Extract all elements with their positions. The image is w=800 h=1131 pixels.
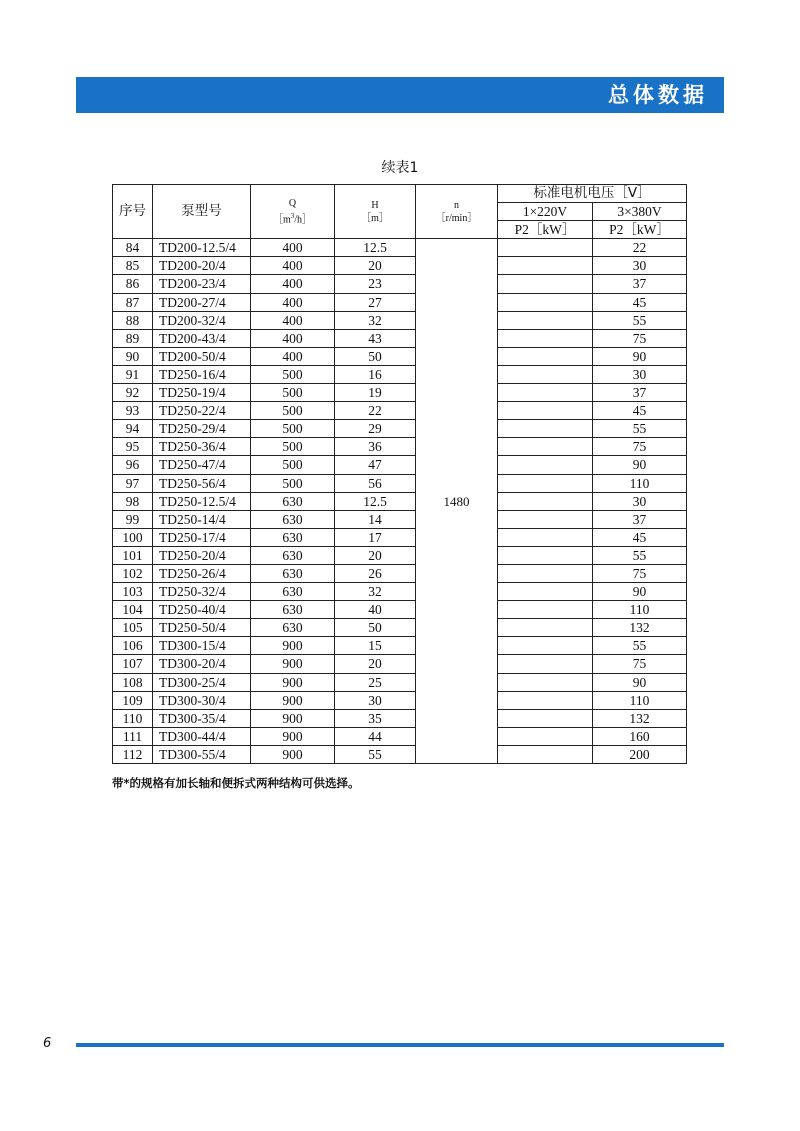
- cell-head: 35: [335, 709, 416, 727]
- cell-head: 56: [335, 474, 416, 492]
- cell-head: 19: [335, 384, 416, 402]
- cell-model: TD300-25/4: [153, 673, 251, 691]
- cell-seq: 101: [113, 546, 153, 564]
- cell-seq: 111: [113, 727, 153, 745]
- cell-seq: 88: [113, 311, 153, 329]
- cell-flow: 400: [251, 275, 335, 293]
- table-row: [113, 510, 687, 528]
- cell-seq: 96: [113, 456, 153, 474]
- cell-power-single: [498, 275, 593, 293]
- col-header-model: 泵型号: [153, 185, 251, 239]
- col-header-three-phase: 3×380V: [593, 203, 687, 221]
- cell-power-three: 37: [593, 384, 687, 402]
- cell-flow: 900: [251, 637, 335, 655]
- cell-seq: 98: [113, 492, 153, 510]
- cell-seq: 109: [113, 691, 153, 709]
- cell-seq: 112: [113, 745, 153, 763]
- cell-head: 16: [335, 365, 416, 383]
- cell-model: TD250-36/4: [153, 438, 251, 456]
- cell-seq: 89: [113, 329, 153, 347]
- cell-flow: 500: [251, 456, 335, 474]
- cell-power-three: 45: [593, 528, 687, 546]
- cell-power-three: 110: [593, 601, 687, 619]
- cell-flow: 630: [251, 601, 335, 619]
- table-row: [113, 727, 687, 745]
- cell-head: 20: [335, 655, 416, 673]
- table-row: [113, 365, 687, 383]
- cell-seq: 91: [113, 365, 153, 383]
- table-row: [113, 293, 687, 311]
- cell-seq: 97: [113, 474, 153, 492]
- cell-power-single: [498, 546, 593, 564]
- cell-head: 25: [335, 673, 416, 691]
- cell-power-single: [498, 384, 593, 402]
- cell-power-three: 200: [593, 745, 687, 763]
- cell-power-single: [498, 420, 593, 438]
- cell-head: 43: [335, 329, 416, 347]
- cell-flow: 900: [251, 709, 335, 727]
- cell-flow: 400: [251, 293, 335, 311]
- cell-model: TD200-20/4: [153, 257, 251, 275]
- cell-flow: 630: [251, 528, 335, 546]
- cell-model: TD250-20/4: [153, 546, 251, 564]
- cell-head: 44: [335, 727, 416, 745]
- cell-flow: 400: [251, 239, 335, 257]
- table-row: [113, 583, 687, 601]
- cell-flow: 900: [251, 727, 335, 745]
- cell-power-single: [498, 619, 593, 637]
- cell-flow: 400: [251, 257, 335, 275]
- cell-power-single: [498, 673, 593, 691]
- cell-model: TD200-50/4: [153, 347, 251, 365]
- table-row: [113, 564, 687, 582]
- cell-power-single: [498, 655, 593, 673]
- cell-power-three: 30: [593, 492, 687, 510]
- cell-flow: 400: [251, 329, 335, 347]
- cell-model: TD200-43/4: [153, 329, 251, 347]
- table-row: [113, 745, 687, 763]
- cell-model: TD300-44/4: [153, 727, 251, 745]
- header-bar: [76, 77, 724, 113]
- footer-rule: [76, 1043, 724, 1047]
- cell-model: TD250-12.5/4: [153, 492, 251, 510]
- cell-head: 20: [335, 257, 416, 275]
- cell-model: TD250-32/4: [153, 583, 251, 601]
- col-header-q: [251, 185, 335, 239]
- cell-seq: 100: [113, 528, 153, 546]
- q-unit-suffix: /h］: [294, 214, 313, 226]
- cell-power-single: [498, 257, 593, 275]
- page-number: 6: [43, 1036, 52, 1051]
- table-row: [113, 637, 687, 655]
- table-row: [113, 546, 687, 564]
- cell-power-single: [498, 456, 593, 474]
- cell-power-three: 90: [593, 456, 687, 474]
- cell-seq: 104: [113, 601, 153, 619]
- cell-power-single: [498, 365, 593, 383]
- cell-model: TD250-47/4: [153, 456, 251, 474]
- col-header-h: [335, 185, 416, 239]
- cell-power-single: [498, 601, 593, 619]
- col-header-q-symbol: Q: [288, 197, 297, 209]
- cell-power-single: [498, 727, 593, 745]
- cell-model: TD250-19/4: [153, 384, 251, 402]
- table-row: [113, 275, 687, 293]
- table-row: [113, 655, 687, 673]
- cell-power-single: [498, 709, 593, 727]
- cell-flow: 500: [251, 420, 335, 438]
- cell-flow: 630: [251, 492, 335, 510]
- cell-model: TD250-26/4: [153, 564, 251, 582]
- cell-head: 55: [335, 745, 416, 763]
- col-header-n-unit: ［r/min］: [435, 212, 478, 224]
- cell-power-three: 45: [593, 402, 687, 420]
- cell-power-single: [498, 347, 593, 365]
- cell-flow: 630: [251, 564, 335, 582]
- cell-power-single: [498, 438, 593, 456]
- cell-model: TD300-55/4: [153, 745, 251, 763]
- cell-head: 15: [335, 637, 416, 655]
- cell-power-single: [498, 637, 593, 655]
- cell-seq: 87: [113, 293, 153, 311]
- cell-flow: 900: [251, 745, 335, 763]
- table-row: [113, 492, 687, 510]
- table-body: [113, 239, 687, 764]
- cell-model: TD300-15/4: [153, 637, 251, 655]
- table-row: [113, 420, 687, 438]
- cell-power-three: 37: [593, 510, 687, 528]
- cell-seq: 85: [113, 257, 153, 275]
- cell-head: 14: [335, 510, 416, 528]
- col-header-seq: 序号: [113, 185, 153, 239]
- cell-flow: 630: [251, 619, 335, 637]
- cell-power-single: [498, 745, 593, 763]
- cell-model: TD250-29/4: [153, 420, 251, 438]
- pump-data-table: [112, 184, 687, 764]
- cell-head: 50: [335, 619, 416, 637]
- cell-power-single: [498, 329, 593, 347]
- cell-power-three: 45: [593, 293, 687, 311]
- cell-seq: 107: [113, 655, 153, 673]
- cell-head: 32: [335, 583, 416, 601]
- table-row: [113, 347, 687, 365]
- cell-power-single: [498, 293, 593, 311]
- cell-flow: 400: [251, 347, 335, 365]
- table-row: [113, 257, 687, 275]
- cell-flow: 900: [251, 673, 335, 691]
- cell-power-three: 75: [593, 655, 687, 673]
- table-caption: 续表1: [381, 160, 419, 176]
- cell-head: 20: [335, 546, 416, 564]
- cell-head: 36: [335, 438, 416, 456]
- cell-model: TD200-32/4: [153, 311, 251, 329]
- cell-power-three: 90: [593, 347, 687, 365]
- cell-head: 50: [335, 347, 416, 365]
- cell-power-three: 55: [593, 311, 687, 329]
- cell-head: 27: [335, 293, 416, 311]
- cell-flow: 900: [251, 655, 335, 673]
- table-row: [113, 456, 687, 474]
- col-header-p2-three: P2［kW］: [593, 221, 687, 239]
- cell-flow: 500: [251, 402, 335, 420]
- cell-power-three: 160: [593, 727, 687, 745]
- cell-seq: 95: [113, 438, 153, 456]
- cell-head: 23: [335, 275, 416, 293]
- cell-model: TD300-20/4: [153, 655, 251, 673]
- col-header-h-symbol: H: [371, 199, 379, 211]
- col-header-p2-single: P2［kW］: [498, 221, 593, 239]
- cell-seq: 108: [113, 673, 153, 691]
- cell-power-single: [498, 311, 593, 329]
- cell-model: TD300-30/4: [153, 691, 251, 709]
- cell-power-single: [498, 510, 593, 528]
- cell-power-three: 75: [593, 438, 687, 456]
- cell-flow: 500: [251, 384, 335, 402]
- cell-head: 29: [335, 420, 416, 438]
- cell-model: TD250-40/4: [153, 601, 251, 619]
- cell-power-single: [498, 239, 593, 257]
- cell-head: 17: [335, 528, 416, 546]
- cell-head: 47: [335, 456, 416, 474]
- cell-flow: 400: [251, 311, 335, 329]
- cell-model: TD250-50/4: [153, 619, 251, 637]
- cell-seq: 93: [113, 402, 153, 420]
- table-row: [113, 239, 687, 257]
- cell-power-three: 132: [593, 709, 687, 727]
- col-header-motor-voltage: 标准电机电压［V］: [498, 185, 687, 203]
- cell-head: 30: [335, 691, 416, 709]
- col-header-h-unit: ［m］: [361, 212, 389, 224]
- cell-power-three: 30: [593, 257, 687, 275]
- table-row: [113, 691, 687, 709]
- cell-model: TD200-12.5/4: [153, 239, 251, 257]
- col-header-n: [416, 185, 498, 239]
- cell-power-single: [498, 691, 593, 709]
- cell-model: TD200-27/4: [153, 293, 251, 311]
- cell-head: 22: [335, 402, 416, 420]
- table-row: [113, 438, 687, 456]
- cell-power-three: 37: [593, 275, 687, 293]
- cell-head: 12.5: [335, 492, 416, 510]
- cell-power-single: [498, 492, 593, 510]
- cell-model: TD250-17/4: [153, 528, 251, 546]
- cell-model: TD250-22/4: [153, 402, 251, 420]
- table-row: [113, 601, 687, 619]
- cell-head: 12.5: [335, 239, 416, 257]
- table-row: [113, 528, 687, 546]
- cell-flow: 500: [251, 474, 335, 492]
- q-unit-superscript: 3: [290, 211, 295, 220]
- cell-seq: 103: [113, 583, 153, 601]
- table-row: [113, 709, 687, 727]
- cell-power-single: [498, 583, 593, 601]
- footnote: 带*的规格有加长轴和便拆式两种结构可供选择。: [112, 776, 360, 790]
- col-header-q-unit: [251, 210, 334, 226]
- cell-power-three: 110: [593, 474, 687, 492]
- cell-seq: 94: [113, 420, 153, 438]
- cell-power-single: [498, 474, 593, 492]
- cell-power-three: 75: [593, 329, 687, 347]
- cell-power-three: 90: [593, 583, 687, 601]
- cell-seq: 92: [113, 384, 153, 402]
- cell-power-three: 110: [593, 691, 687, 709]
- table-row: [113, 329, 687, 347]
- cell-flow: 500: [251, 365, 335, 383]
- table-row: [113, 384, 687, 402]
- q-unit-prefix: ［m: [272, 214, 291, 226]
- cell-model: TD300-35/4: [153, 709, 251, 727]
- cell-seq: 105: [113, 619, 153, 637]
- cell-seq: 106: [113, 637, 153, 655]
- cell-model: TD250-56/4: [153, 474, 251, 492]
- cell-model: TD200-23/4: [153, 275, 251, 293]
- table-row: [113, 402, 687, 420]
- cell-flow: 630: [251, 546, 335, 564]
- cell-power-single: [498, 402, 593, 420]
- cell-power-three: 55: [593, 637, 687, 655]
- cell-speed: 1480: [416, 239, 498, 764]
- cell-power-single: [498, 528, 593, 546]
- col-header-single-phase: 1×220V: [498, 203, 593, 221]
- cell-flow: 900: [251, 691, 335, 709]
- table-row: [113, 474, 687, 492]
- cell-seq: 99: [113, 510, 153, 528]
- cell-model: TD250-16/4: [153, 365, 251, 383]
- cell-seq: 90: [113, 347, 153, 365]
- cell-power-three: 55: [593, 546, 687, 564]
- page-section-title: 总体数据: [608, 83, 708, 107]
- cell-power-single: [498, 564, 593, 582]
- cell-seq: 102: [113, 564, 153, 582]
- cell-power-three: 55: [593, 420, 687, 438]
- cell-seq: 86: [113, 275, 153, 293]
- cell-power-three: 132: [593, 619, 687, 637]
- table-row: [113, 619, 687, 637]
- table-row: [113, 673, 687, 691]
- col-header-n-symbol: n: [454, 199, 459, 211]
- cell-head: 40: [335, 601, 416, 619]
- cell-flow: 630: [251, 583, 335, 601]
- cell-seq: 110: [113, 709, 153, 727]
- cell-flow: 630: [251, 510, 335, 528]
- cell-power-three: 75: [593, 564, 687, 582]
- cell-seq: 84: [113, 239, 153, 257]
- cell-power-three: 30: [593, 365, 687, 383]
- cell-head: 32: [335, 311, 416, 329]
- cell-head: 26: [335, 564, 416, 582]
- cell-power-three: 90: [593, 673, 687, 691]
- cell-model: TD250-14/4: [153, 510, 251, 528]
- cell-power-three: 22: [593, 239, 687, 257]
- cell-flow: 500: [251, 438, 335, 456]
- table-row: [113, 311, 687, 329]
